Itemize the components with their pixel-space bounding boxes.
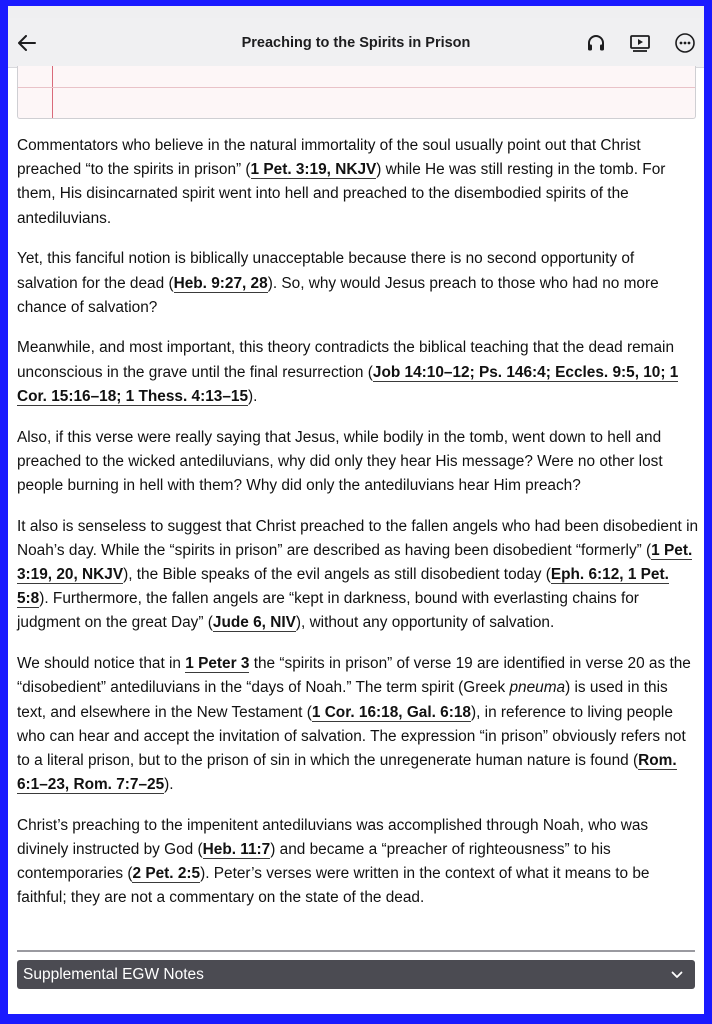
supplemental-notes-label: Supplemental EGW Notes (23, 965, 204, 983)
section-divider (17, 950, 695, 952)
scripture-link[interactable]: Rom. 6:1–23, Rom. 7:7–25 (17, 751, 677, 794)
paragraph-text: It also is senseless to suggest that Christ preached to the fallen angels who had been disobedient in Noah’s day. While the “spirits in prison” are described as having been disobedient “formerly” ( (17, 517, 699, 559)
paragraph-text: ), in reference to living people who can hear and accept the invitation of salvation. The expression “in prison” obviously refers not to a literal prison, but to the prison of sin in which the unregenerate human nature is found ( (17, 703, 686, 769)
paragraph-text: ), the Bible speaks of the evil angels as still disobedient today ( (123, 566, 551, 584)
chevron-down-icon (671, 971, 683, 979)
paragraph-text: We should notice that in (17, 655, 186, 673)
paragraph-text: Meanwhile, and most important, this theory contradicts the biblical teaching that the dead remain unconscious in the grave until the final resurrection ( (17, 339, 675, 381)
page-title: Preaching to the Spirits in Prison (241, 35, 471, 51)
status-bar (8, 6, 704, 18)
notes-input-area[interactable] (17, 66, 696, 119)
back-arrow-icon[interactable] (12, 28, 42, 58)
greek-term: pneuma (509, 679, 566, 697)
app-frame (8, 6, 704, 1014)
paragraph-text: ), without any opportunity of salvation. (295, 614, 555, 632)
scripture-link[interactable]: Job 14:10–12; Ps. 146:4; Eccles. 9:5, 10; 1 Cor. 15:16–18; 1 Thess. 4:13–15 (17, 363, 679, 405)
paragraph-text: ). (164, 776, 174, 794)
paragraph-text: ). Furthermore, the fallen angels are “kept in darkness, bound with everlasting chains for judgment on the great Day” ( (17, 590, 639, 632)
paragraph-3 (17, 336, 699, 409)
paragraph-text: ). (248, 387, 258, 405)
notes-margin-line (52, 66, 53, 118)
nav-bar (8, 18, 704, 68)
paragraph-text: Christ’s preaching to the impenitent antediluvians was accomplished through Noah, who was divinely instructed by God ( (17, 816, 649, 859)
paragraph-text: ) is used in this text, and elsewhere in the New Testament ( (17, 679, 668, 721)
scripture-link[interactable]: Heb. 11:7 (202, 841, 271, 859)
scripture-link[interactable]: 1 Cor. 16:18, Gal. 6:18 (311, 703, 471, 721)
scripture-link[interactable]: Jude 6, NIV (212, 614, 296, 632)
paragraph-5 (17, 515, 699, 636)
paragraph-text: Yet, this fanciful notion is biblically unacceptable because there is no second opportunity of salvation for the dead ( (17, 250, 635, 292)
paragraph-text: ) and became a “preacher of righteousness” to his contemporaries ( (17, 841, 611, 883)
scripture-link[interactable]: Heb. 9:27, 28 (173, 274, 268, 292)
paragraph-6 (17, 652, 699, 797)
scripture-link[interactable]: 1 Pet. 3:19, 20, NKJV (17, 541, 693, 584)
notes-rule-line (18, 87, 695, 88)
paragraph-1 (17, 134, 699, 231)
video-play-icon[interactable] (627, 30, 653, 56)
paragraph-text: ). So, why would Jesus preach to those who had no more chance of salvation? (17, 274, 659, 316)
paragraph-text: Commentators who believe in the natural immortality of the soul usually point out that Christ preached “to the spirits in prison” ( (17, 137, 641, 179)
paragraph-text: the “spirits in prison” of verse 19 are identified in verse 20 as the “disobedient” antediluvians in the “days of Noah.” The term spirit (Greek (17, 655, 691, 697)
paragraph-text: Also, if this verse were really saying that Jesus, while bodily in the tomb, went down to hell and preached to the wicked antediluvians, why did only they hear His message? Were no other lost people burning in hell with them? Why did only the antediluvians hear Him preach? (17, 428, 663, 494)
paragraph-4 (17, 426, 699, 499)
paragraph-text: ) while He was still resting in the tomb. For them, His disincarnated spirit went into hell and preached to the disembodied spirits of the antediluvians. (17, 161, 666, 227)
scripture-link[interactable]: 2 Pet. 2:5 (132, 865, 201, 883)
headphones-icon[interactable] (583, 30, 609, 56)
scripture-link[interactable]: 1 Peter 3 (185, 655, 250, 673)
paragraph-text: ). Peter’s verses were written in the context of what it means to be faithful; they are not a commentary on the state of the dead. (17, 865, 650, 907)
article-body (17, 134, 699, 927)
supplemental-notes-toggle[interactable] (17, 960, 695, 989)
more-ellipsis-icon[interactable] (672, 30, 698, 56)
paragraph-2 (17, 247, 699, 320)
scripture-link[interactable]: 1 Pet. 3:19, NKJV (250, 161, 377, 179)
scripture-link[interactable]: Eph. 6:12, 1 Pet. 5:8 (17, 566, 669, 608)
paragraph-7 (17, 814, 699, 911)
